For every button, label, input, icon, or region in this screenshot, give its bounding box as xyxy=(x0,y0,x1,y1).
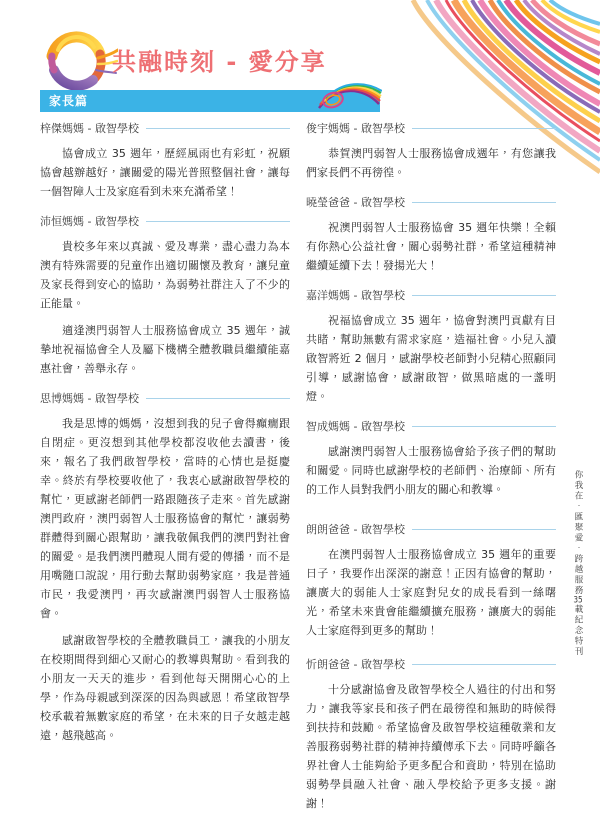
side-caption-suffix: 載紀念特刊 xyxy=(573,604,583,657)
testimonial-paragraph: 協會成立 35 週年，歷經風雨也有彩虹，祝願協會越辦越好，讓關愛的陽光普照整個社會，讓每一個智障人士及家庭看到未來充滿希望！ xyxy=(40,147,290,198)
testimonial-body xyxy=(306,218,556,275)
testimonial-author: 朗朗爸爸 - 啟智學校 xyxy=(306,523,405,536)
testimonial-section xyxy=(40,213,290,378)
testimonial-heading xyxy=(306,120,556,136)
testimonial-section xyxy=(40,390,290,745)
heading-rule xyxy=(412,664,556,665)
testimonial-body xyxy=(40,144,290,201)
side-caption-number: 35 xyxy=(573,596,583,605)
testimonial-author: 曉瑩爸爸 - 啟智學校 xyxy=(306,196,405,209)
testimonial-section xyxy=(306,418,556,499)
heading-rule xyxy=(412,202,556,203)
testimonial-heading xyxy=(40,213,290,229)
testimonial-section xyxy=(306,194,556,275)
heading-rule xyxy=(412,128,556,129)
testimonial-paragraph: 恭賀澳門弱智人士服務協會成週年，有您讓我們家長們不再徬徨。 xyxy=(306,147,556,179)
testimonial-section xyxy=(306,120,556,182)
testimonial-author: 思博媽媽 - 啟智學校 xyxy=(40,392,139,405)
testimonial-section xyxy=(306,656,556,813)
testimonial-heading xyxy=(40,390,290,406)
heading-rule xyxy=(146,221,290,222)
page-title: 共融時刻 - 愛分享 xyxy=(112,48,327,76)
testimonial-paragraph: 我是思博的媽媽，沒想到我的兒子會得癲癇跟自閉症。更沒想到其他學校都沒收他去讀書，後來，報名了我們啟智學校，當時的心情也是挺慶幸。終於有學校要收他了，我衷心感謝啟智學校的幫忙，更感謝老師們一路跟隨孩子走來。首先感謝澳門政府，澳門弱智人士服務協會的幫忙，讓弱勢群體得到關心跟幫助，讓我敬佩我們的澳門對社會的關愛。是我們澳門體現人間有愛的傳播，而不是用嘴隨口說說，用行動去幫助弱勢家庭，我是普通市民，我愛澳門，再次感謝澳門弱智人士服務協會。 xyxy=(40,417,290,620)
testimonial-body xyxy=(306,144,556,182)
testimonial-author: 俊宇媽媽 - 啟智學校 xyxy=(306,122,405,135)
testimonial-heading xyxy=(306,287,556,303)
testimonial-paragraph: 祝澳門弱智人士服務協會 35 週年快樂！全賴有你熱心公益社會，關心弱勢社群，希望這種精神繼續延續下去！發揚光大！ xyxy=(306,221,556,272)
testimonial-body xyxy=(40,414,290,745)
heading-rule xyxy=(146,398,290,399)
testimonial-section xyxy=(306,521,556,640)
side-caption-prefix: 你我在．匯聚愛．跨越服務 xyxy=(573,470,583,596)
testimonial-heading xyxy=(306,521,556,537)
column-right xyxy=(306,116,556,825)
testimonial-author: 沛恒媽媽 - 啟智學校 xyxy=(40,215,139,228)
testimonial-author: 忻朗爸爸 - 啟智學校 xyxy=(306,658,405,671)
testimonial-author: 嘉洋媽媽 - 啟智學校 xyxy=(306,289,405,302)
side-caption xyxy=(572,470,584,660)
testimonial-body xyxy=(306,442,556,499)
testimonial-body xyxy=(306,680,556,813)
testimonial-body xyxy=(306,311,556,406)
testimonial-section xyxy=(306,287,556,406)
section-banner xyxy=(40,90,380,112)
heading-rule xyxy=(412,529,556,530)
heading-rule xyxy=(412,426,556,427)
testimonial-author: 智成媽媽 - 啟智學校 xyxy=(306,420,405,433)
testimonial-body xyxy=(40,237,290,378)
testimonial-section xyxy=(40,120,290,201)
rainbow-swoosh-icon xyxy=(318,82,382,112)
testimonial-body xyxy=(306,545,556,640)
testimonial-paragraph: 貴校多年來以真誠、愛及專業，盡心盡力為本澳有特殊需要的兒童作出適切關懷及教育，讓兒童及家長得到安心的協助，為弱勢社群注入了不少的正能量。 xyxy=(40,240,290,310)
testimonial-heading xyxy=(306,418,556,434)
testimonial-paragraph: 感謝澳門弱智人士服務協會給予孩子們的幫助和關愛。同時也感謝學校的老師們、治療師、所有的工作人員對我們小朋友的關心和教導。 xyxy=(306,445,556,496)
testimonial-content xyxy=(40,116,556,825)
testimonial-paragraph: 感謝啟智學校的全體教職員工，讓我的小朋友在校期間得到細心又耐心的教導與幫助。看到我的小朋友一天天的進步，看到他每天開開心心的上學，作為母親感到深深的因為與感恩！希望啟智學校承載着無數家庭的希望，在未來的日子女越走越遠，越飛越高。 xyxy=(40,634,290,742)
testimonial-author: 梓傑媽媽 - 啟智學校 xyxy=(40,122,139,135)
testimonial-heading xyxy=(306,656,556,672)
heading-rule xyxy=(412,295,556,296)
testimonial-paragraph: 在澳門弱智人士服務協會成立 35 週年的重要日子，我要作出深深的謝意！正因有協會的幫助，讓廣大的弱能人士家庭對兒女的成長看到一絲曙光，希望未來貴會能繼續擴充服務，讓廣大的弱能人士家庭得到更多的幫助！ xyxy=(306,548,556,637)
heading-rule xyxy=(146,128,290,129)
testimonial-paragraph: 祝福協會成立 35 週年，協會對澳門貢獻有目共睹，幫助無數有需求家庭，造福社會。小兒入讀啟智將近 2 個月，感謝學校老師對小兒精心照顧同引導，感謝協會，感謝啟智，做黑暗處的一盞明燈。 xyxy=(306,314,556,403)
testimonial-heading xyxy=(40,120,290,136)
testimonial-heading xyxy=(306,194,556,210)
column-left xyxy=(40,116,290,825)
testimonial-paragraph: 適逢澳門弱智人士服務協會成立 35 週年，誠摯地祝福協會全人及屬下機構全體教職員繼續能嘉惠社會，善舉永存。 xyxy=(40,324,290,375)
testimonial-paragraph: 十分感謝協會及啟智學校仝人過往的付出和努力，讓我等家長和孩子們在最徬徨和無助的時候得到扶持和鼓勵。希望協會及啟智學校這種敬業和友善服務弱勢社群的精神持續傳承下去。同時呼籲各界社會人士能夠給予更多配合和資助，特別在協助弱勢學員融入社會、融入學校給予更多支援。謝謝！ xyxy=(306,683,556,810)
section-banner-label: 家長篇 xyxy=(49,94,89,108)
